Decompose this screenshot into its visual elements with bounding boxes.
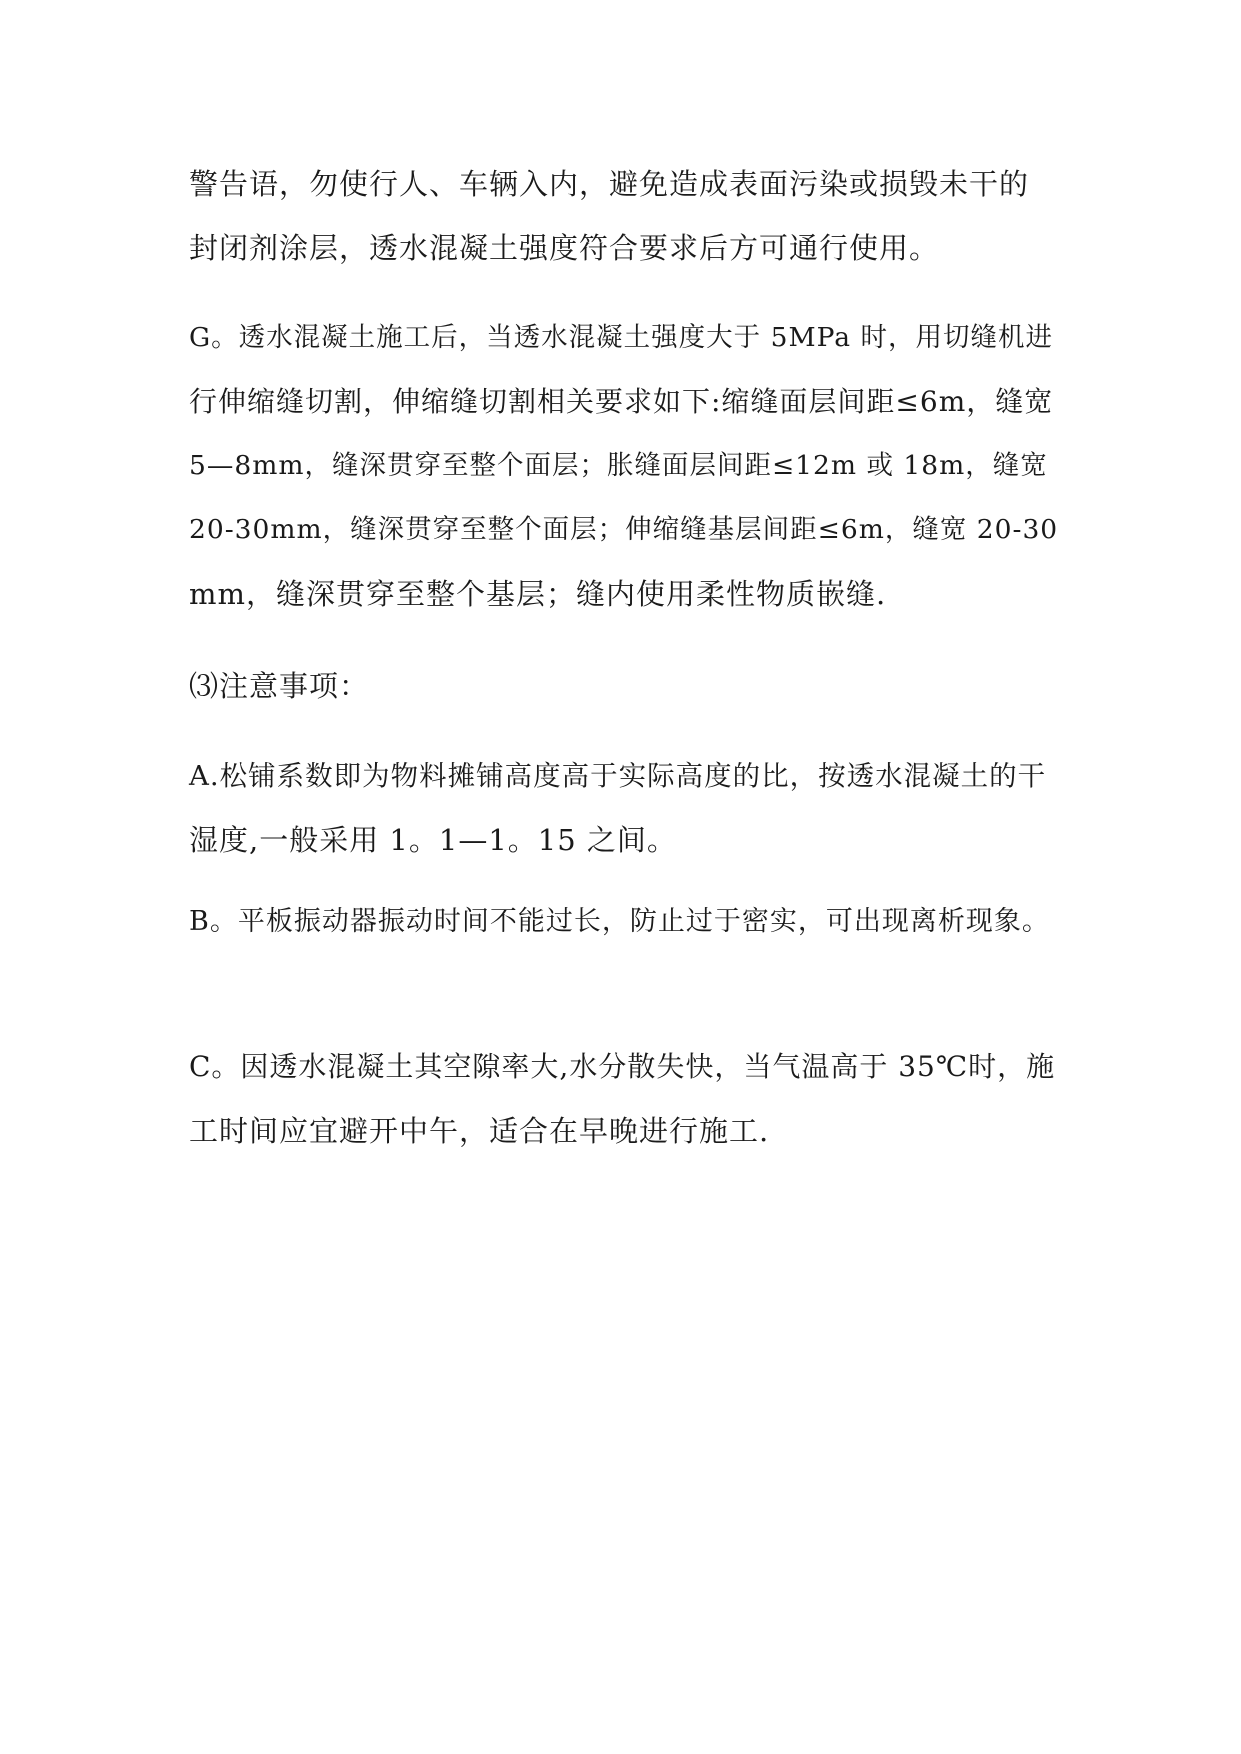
text-line: 湿度,一般采用 1。1—1。15 之间。	[189, 823, 677, 857]
paragraph-note-c	[189, 1035, 1059, 1163]
paragraph-joint-cutting	[189, 306, 1059, 626]
paragraph-warning-signs	[189, 152, 1059, 280]
text-line: 行伸缩缝切割，伸缩缝切割相关要求如下:缩缝面层间距≤6m，缝宽	[189, 385, 1054, 418]
text-line: 封闭剂涂层，透水混凝土强度符合要求后方可通行使用。	[189, 231, 940, 265]
text-line: B。平板振动器振动时间不能过长，防止过于密实，可出现离析现象。	[189, 906, 1050, 937]
text-line: G。透水混凝土施工后，当透水混凝土强度大于 5MPa 时，用切缝机进	[189, 322, 1053, 353]
text-line: 20-30mm，缝深贯穿至整个面层；伸缩缝基层间距≤6m，缝宽 20-30	[189, 514, 1059, 545]
paragraph-note-a	[189, 744, 1059, 872]
text-line: C。因透水混凝土其空隙率大,水分散失快，当气温高于 35℃时，施	[189, 1050, 1056, 1083]
text-line: ⑶注意事项：	[189, 669, 370, 703]
text-line: 5—8mm，缝深贯穿至整个面层；胀缝面层间距≤12m 或 18m，缝宽	[189, 450, 1048, 481]
text-line: A.松铺系数即为物料摊铺高度高于实际高度的比，按透水混凝土的干	[189, 760, 1047, 792]
paragraph-note-b	[189, 890, 1059, 954]
text-line: 工时间应宜避开中午，适合在早晚进行施工.	[189, 1114, 770, 1148]
text-line: 警告语，勿使行人、车辆入内，避免造成表面污染或损毁未干的	[189, 167, 1030, 201]
section-heading-notes	[189, 654, 1059, 718]
text-line: mm，缝深贯穿至整个基层；缝内使用柔性物质嵌缝.	[189, 577, 887, 611]
